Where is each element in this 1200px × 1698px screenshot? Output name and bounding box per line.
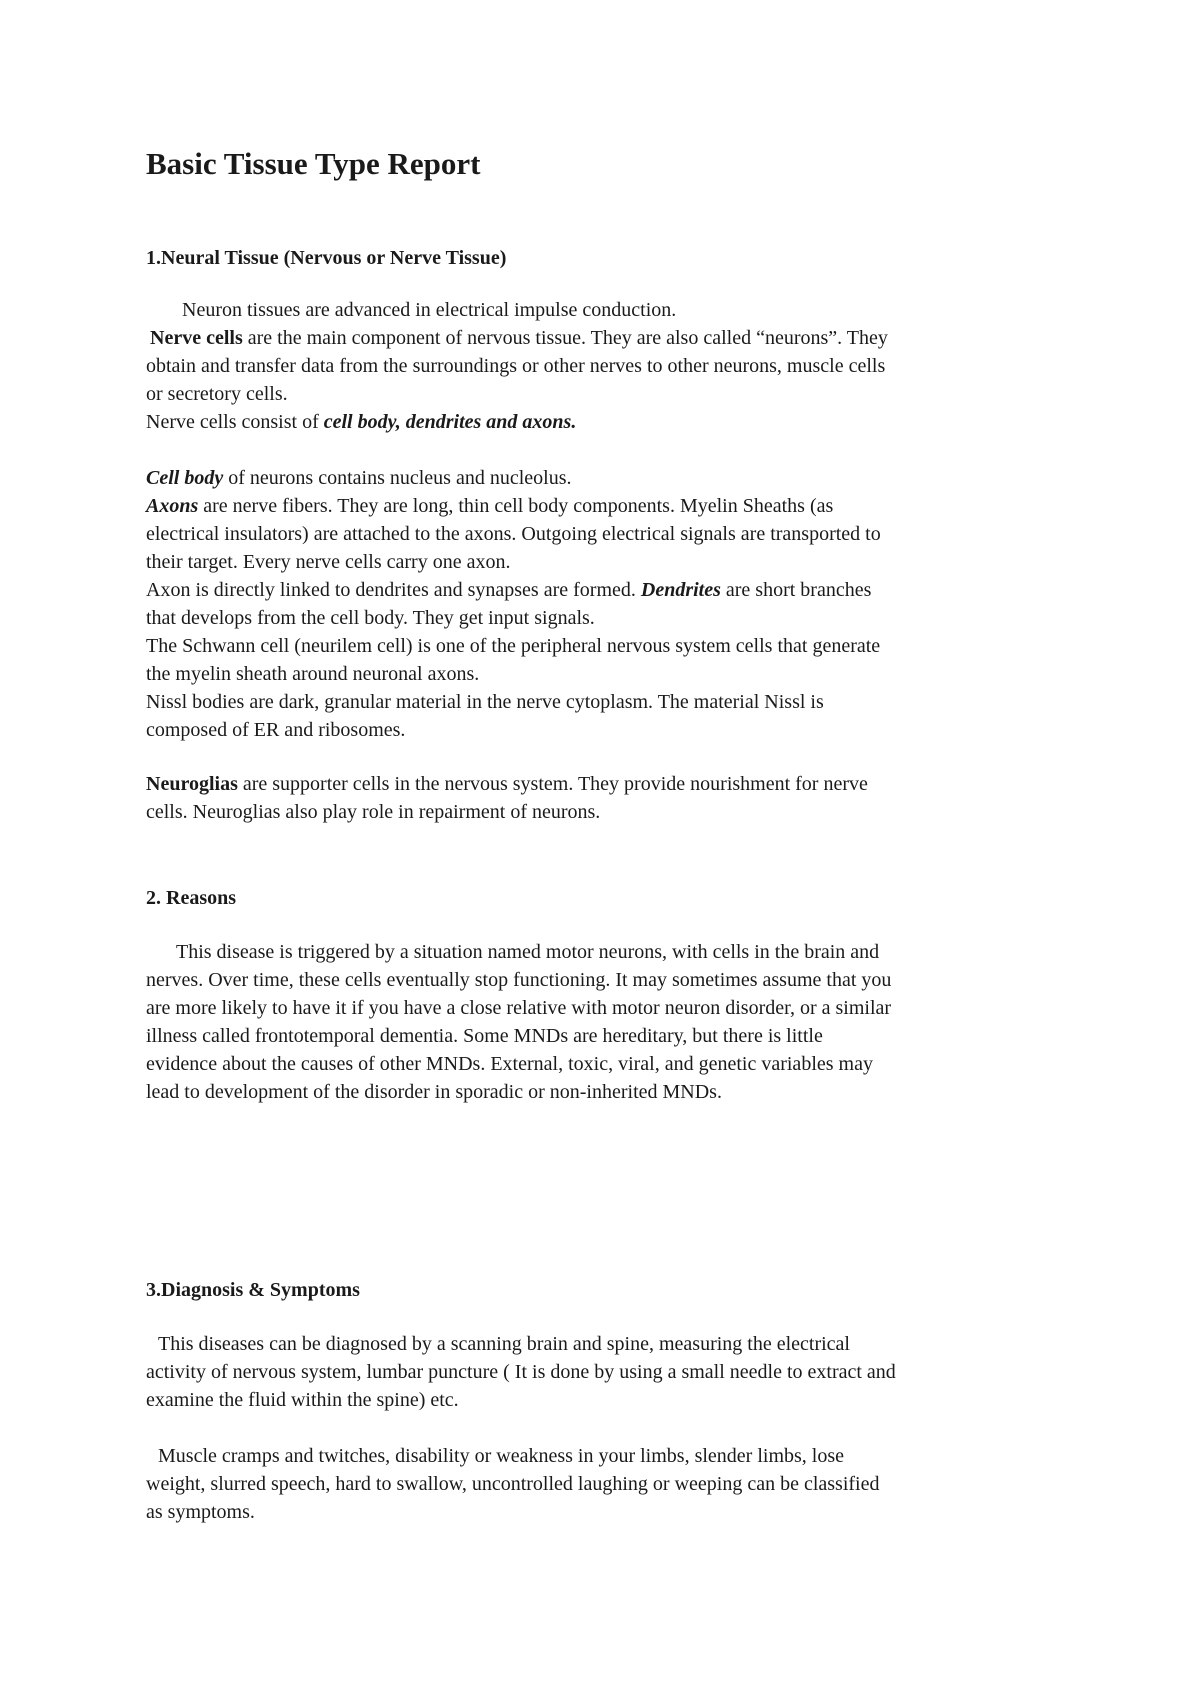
text-line: illness called frontotemporal dementia. Some MNDs are hereditary, but there is little <box>146 1025 823 1047</box>
text-line <box>146 770 1076 798</box>
text-line: cells. Neuroglias also play role in repairment of neurons. <box>146 801 601 823</box>
page-title: Basic Tissue Type Report <box>146 146 481 181</box>
text-line: lead to development of the disorder in sporadic or non-inherited MNDs. <box>146 1081 722 1103</box>
text-line: examine the fluid within the spine) etc. <box>146 1389 459 1411</box>
text-line: Muscle cramps and twitches, disability or weakness in your limbs, slender limbs, lose <box>158 1445 844 1467</box>
text-line: electrical insulators) are attached to the axons. Outgoing electrical signals are transported to <box>146 523 881 545</box>
section-heading-neural-tissue: 1.Neural Tissue (Nervous or Nerve Tissue) <box>146 247 507 269</box>
text-segment: are nerve fibers. They are long, thin cell body components. Myelin Sheaths (as <box>198 495 834 517</box>
text-line <box>146 492 1076 520</box>
section-heading-reasons: 2. Reasons <box>146 887 237 909</box>
term-cell-body: Cell body <box>146 467 224 489</box>
text-line: Nissl bodies are dark, granular material in the nerve cytoplasm. The material Nissl is <box>146 691 824 713</box>
text-line: their target. Every nerve cells carry one axon. <box>146 551 511 573</box>
section-heading-diagnosis-symptoms: 3.Diagnosis & Symptoms <box>146 1279 360 1301</box>
text-segment: Axon is directly linked to dendrites and synapses are formed. <box>146 579 641 601</box>
text-line: Neuron tissues are advanced in electrical impulse conduction. <box>182 299 677 321</box>
text-line: the myelin sheath around neuronal axons. <box>146 663 480 685</box>
paragraph-symptoms <box>146 1442 1076 1526</box>
text-line: obtain and transfer data from the surroundings or other nerves to other neurons, muscle cells <box>146 355 886 377</box>
text-line <box>146 408 1076 436</box>
paragraph-reasons <box>146 938 1076 1106</box>
text-line: or secretory cells. <box>146 383 288 405</box>
text-line: This diseases can be diagnosed by a scanning brain and spine, measuring the electrical <box>158 1333 850 1355</box>
term-nerve-cells: Nerve cells <box>150 327 243 349</box>
term-components: cell body, dendrites and axons. <box>323 411 577 433</box>
text-line: The Schwann cell (neurilem cell) is one of the peripheral nervous system cells that generate <box>146 635 881 657</box>
text-line: that develops from the cell body. They get input signals. <box>146 607 595 629</box>
paragraph-neural-intro <box>146 296 1076 436</box>
text-line: are more likely to have it if you have a close relative with motor neuron disorder, or a similar <box>146 997 892 1019</box>
text-line: activity of nervous system, lumbar puncture ( It is done by using a small needle to extract and <box>146 1361 896 1383</box>
paragraph-neuron-structure <box>146 464 1076 744</box>
text-segment: are the main component of nervous tissue. They are also called “neurons”. They <box>242 327 888 349</box>
term-axons: Axons <box>146 495 199 517</box>
term-neuroglias: Neuroglias <box>146 773 238 795</box>
text-segment: Nerve cells consist of <box>146 411 324 433</box>
term-dendrites: Dendrites <box>640 579 721 601</box>
paragraph-diagnosis <box>146 1330 1076 1414</box>
text-line: as symptoms. <box>146 1501 255 1523</box>
text-segment: are short branches <box>720 579 872 601</box>
text-line: nerves. Over time, these cells eventually stop functioning. It may sometimes assume that you <box>146 969 892 991</box>
text-line <box>146 464 1076 492</box>
text-line: composed of ER and ribosomes. <box>146 719 406 741</box>
text-segment: are supporter cells in the nervous system. They provide nourishment for nerve <box>237 773 868 795</box>
paragraph-neuroglias <box>146 770 1076 826</box>
text-line <box>146 576 1076 604</box>
text-line: This disease is triggered by a situation named motor neurons, with cells in the brain and <box>176 941 880 963</box>
text-line <box>146 324 1076 352</box>
text-line: evidence about the causes of other MNDs. External, toxic, viral, and genetic variables may <box>146 1053 873 1075</box>
text-line: weight, slurred speech, hard to swallow, uncontrolled laughing or weeping can be classified <box>146 1473 880 1495</box>
text-segment: of neurons contains nucleus and nucleolus. <box>223 467 572 489</box>
